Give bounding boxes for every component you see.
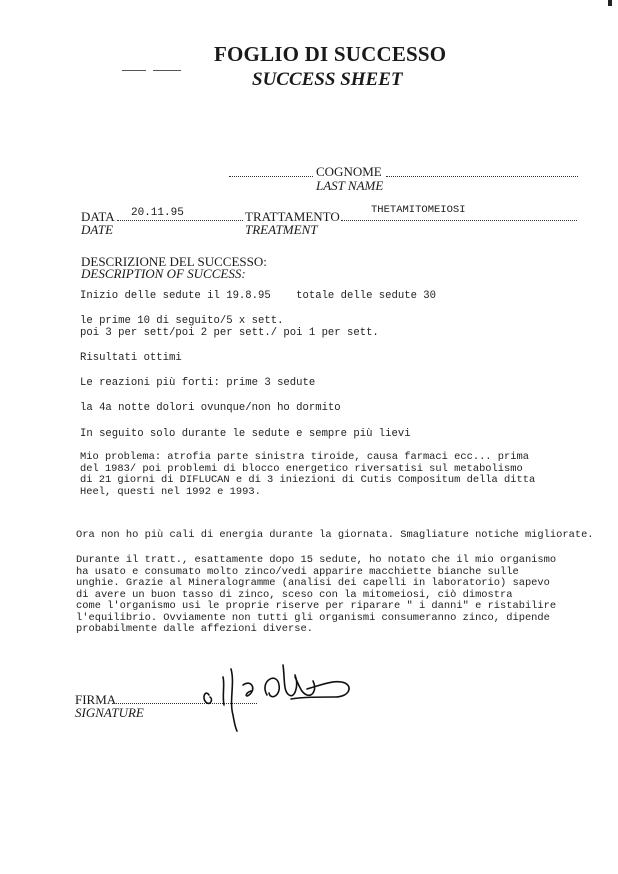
description-paragraph: Risultati ottimi — [80, 352, 182, 364]
signature-label: FIRMA — [75, 692, 117, 707]
treatment-field-line[interactable] — [341, 220, 577, 221]
description-heading-en: DESCRIPTION OF SUCCESS: — [81, 266, 246, 281]
date-label: DATA — [81, 209, 115, 224]
date-value: 20.11.95 — [131, 207, 184, 219]
signature-label-en: SIGNATURE — [75, 705, 144, 720]
treatment-value: THETAMITOMEIOSI — [371, 204, 466, 216]
header-dash-left — [122, 70, 146, 71]
corner-mark — [608, 0, 612, 6]
description-paragraph: In seguito solo durante le sedute e sempre più lievi — [80, 428, 411, 440]
treatment-label-en: TREATMENT — [245, 222, 318, 237]
surname-left-line — [229, 176, 313, 177]
header-dash-mid — [153, 70, 181, 71]
surname-label: COGNOME — [316, 164, 382, 179]
page-title: FOGLIO DI SUCCESSO — [214, 42, 447, 66]
surname-field-line[interactable] — [386, 176, 578, 177]
handwritten-signature — [195, 655, 365, 735]
description-paragraph: la 4a notte dolori ovunque/non ho dormito — [80, 402, 341, 414]
description-paragraph: Durante il tratt., esattamente dopo 15 sedute, ho notato che il mio organismo ha usato e consumato molto zinco/vedi apparire macchiette bianche sulle unghie. Grazie al Mineralogramme (analisi dei capelli in laboratorio) sapevo di avere un buon tasso di zinco, sceso con la mitomeiosi, ciò dimostra come l'organismo usi le proprie riserve per riparare " i danni" e ristabilire l'equilibrio. Ovviamente non tutti gli organismi consumeranno zinco, dipende probabilmente dalle affezioni diverse. — [76, 554, 557, 635]
description-paragraph: Inizio delle sedute il 19.8.95 totale delle sedute 30 — [80, 290, 437, 302]
description-paragraph: Le reazioni più forti: prime 3 sedute — [80, 377, 316, 389]
surname-label-en: LAST NAME — [316, 178, 384, 193]
date-label-en: DATE — [81, 222, 114, 237]
description-paragraph: Mio problema: atrofia parte sinistra tiroide, causa farmaci ecc... prima del 1983/ poi problemi di blocco energetico riversatisi sul metabolismo di 21 giorni di DIFLUCAN e di 3 iniezioni di Cutis Compositum della ditta Heel, questi nel 1992 e 1993. — [80, 451, 536, 498]
treatment-label: TRATTAMENTO — [245, 209, 340, 224]
page-subtitle: SUCCESS SHEET — [252, 69, 403, 90]
description-paragraph: Ora non ho più cali di energia durante la giornata. Smagliature notiche migliorate. — [76, 529, 594, 541]
date-field-line[interactable] — [117, 220, 243, 221]
description-paragraph: le prime 10 di seguito/5 x sett. poi 3 per sett/poi 2 per sett./ poi 1 per sett. — [80, 315, 379, 339]
description-heading: DESCRIZIONE DEL SUCCESSO: — [81, 254, 267, 269]
